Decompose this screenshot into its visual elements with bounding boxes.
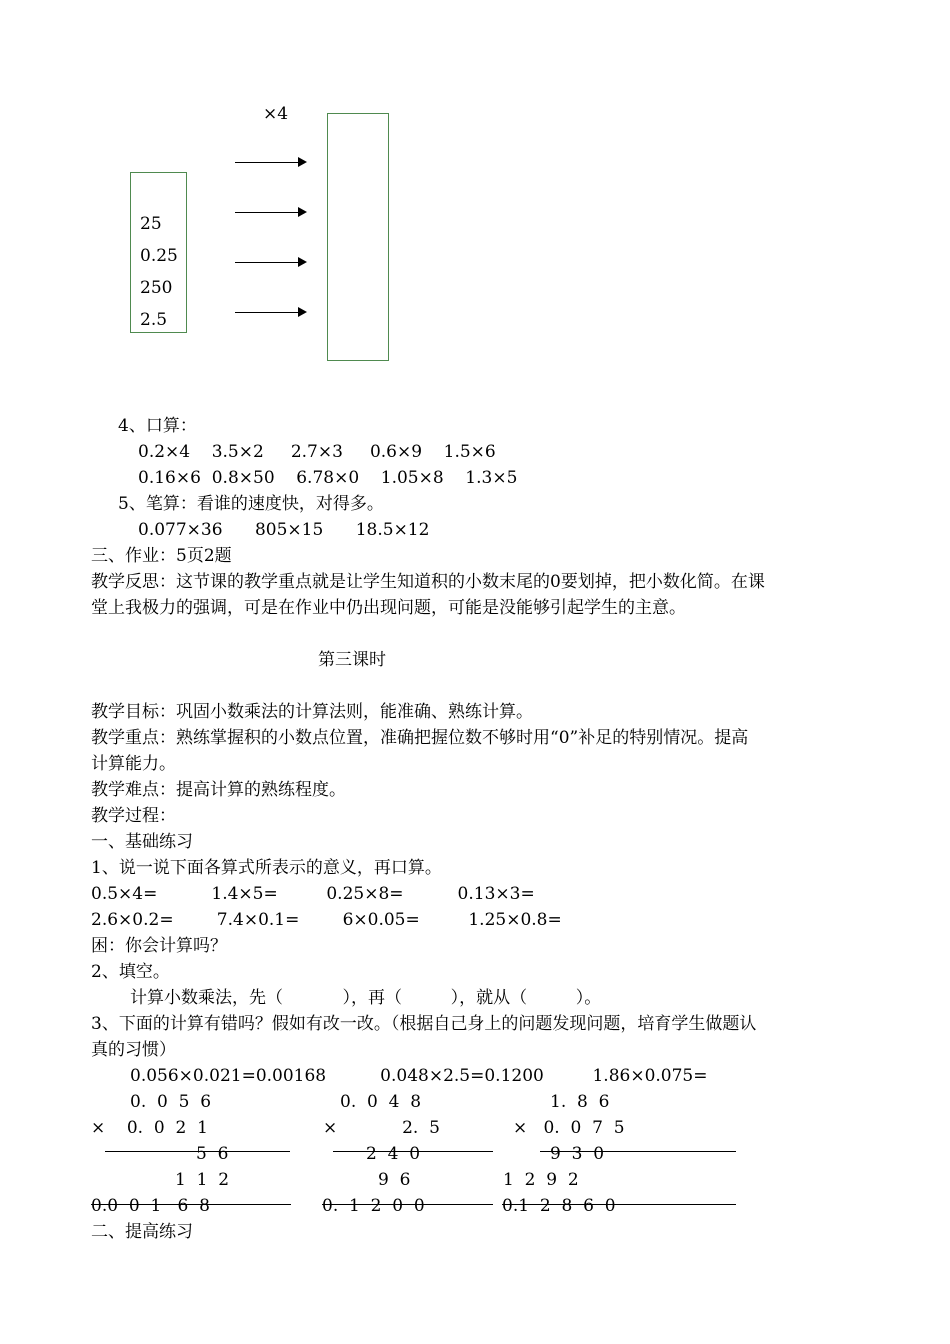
question-row: 0.056×0.021=0.00168 0.048×2.5=0.1200 1.86×0.075= [130, 1066, 708, 1086]
calc-b-partial: 2 4 0 [366, 1144, 421, 1164]
lesson-process: 教学过程： [91, 806, 176, 826]
written-title: 5、笔算：看谁的速度快，对得多。 [118, 494, 384, 514]
calc-b-top: 0. 0 4 8 [340, 1092, 422, 1112]
calc-a-partial: 1 1 2 [175, 1170, 230, 1190]
output-box [327, 113, 389, 361]
input-value: 25 [140, 214, 162, 234]
calc-b-result: 0. 1 2 0 0 [322, 1196, 425, 1216]
arrow-icon [235, 312, 305, 313]
input-value: 0.25 [140, 246, 178, 266]
calc-c-top: 1. 8 6 [550, 1092, 610, 1112]
part-heading: 二、提高练习 [91, 1222, 193, 1242]
question: 真的习惯） [91, 1040, 176, 1060]
question-row: 0.5×4= 1.4×5= 0.25×8= 0.13×3= [91, 884, 535, 904]
question: 2、填空。 [91, 962, 170, 982]
multiplier-label: ×4 [263, 104, 289, 124]
calc-b-mul: × 2. 5 [323, 1118, 440, 1138]
question: 3、下面的计算有错吗？假如有改一改。（根据自己身上的问题发现问题，培育学生做题认 [91, 1014, 757, 1034]
calc-c-strike [502, 1204, 736, 1205]
arrow-icon [235, 262, 305, 263]
calc-a-partial: 5 6 [196, 1144, 229, 1164]
lesson-difficulty: 教学难点：提高计算的熟练程度。 [91, 780, 346, 800]
oral-title: 4、口算： [118, 416, 197, 436]
oral-row: 0.2×4 3.5×2 2.7×3 0.6×9 1.5×6 [138, 442, 496, 462]
reflection: 教学反思：这节课的教学重点就是让学生知道积的小数末尾的0要划掉，把小数化简。在课 [91, 572, 765, 592]
arrow-icon [235, 212, 305, 213]
calc-c-result: 0.1 2 8 6 0 [502, 1196, 616, 1216]
reflection: 堂上我极力的强调，可是在作业中仍出现问题，可能是没能够引起学生的主意。 [91, 598, 686, 618]
calc-c-partial: 9 3 0 [550, 1144, 605, 1164]
calc-a-mul: × 0. 0 2 1 [91, 1118, 208, 1138]
calc-b-partial: 9 6 [378, 1170, 411, 1190]
calc-a-strike [91, 1204, 291, 1205]
lesson-goal: 教学目标：巩固小数乘法的计算法则，能准确、熟练计算。 [91, 702, 533, 722]
homework: 三、作业：5页2题 [91, 546, 232, 566]
part-heading: 一、基础练习 [91, 832, 193, 852]
arrow-icon [235, 162, 305, 163]
calc-c-mul: × 0. 0 7 5 [513, 1118, 625, 1138]
question: 困：你会计算吗？ [91, 936, 227, 956]
question-row: 2.6×0.2= 7.4×0.1= 6×0.05= 1.25×0.8= [91, 910, 562, 930]
input-value: 2.5 [140, 310, 168, 330]
fill-blank: 计算小数乘法，先（ ），再（ ），就从（ ）。 [130, 988, 602, 1008]
calc-a-top: 0. 0 5 6 [130, 1092, 212, 1112]
calc-c-partial: 1 2 9 2 [503, 1170, 579, 1190]
written-row: 0.077×36 805×15 18.5×12 [138, 520, 430, 540]
lesson-key: 计算能力。 [91, 754, 176, 774]
input-value: 250 [140, 278, 173, 298]
lesson-key: 教学重点：熟练掌握积的小数点位置，准确把握位数不够时用“0”补足的特别情况。提高 [91, 728, 749, 748]
question: 1、说一说下面各算式所表示的意义，再口算。 [91, 858, 442, 878]
calc-b-strike [322, 1204, 493, 1205]
lesson-heading: 第三课时 [318, 650, 386, 670]
oral-row: 0.16×6 0.8×50 6.78×0 1.05×8 1.3×5 [138, 468, 518, 488]
calc-a-result: 0.0 0 1 6 8 [91, 1196, 210, 1216]
